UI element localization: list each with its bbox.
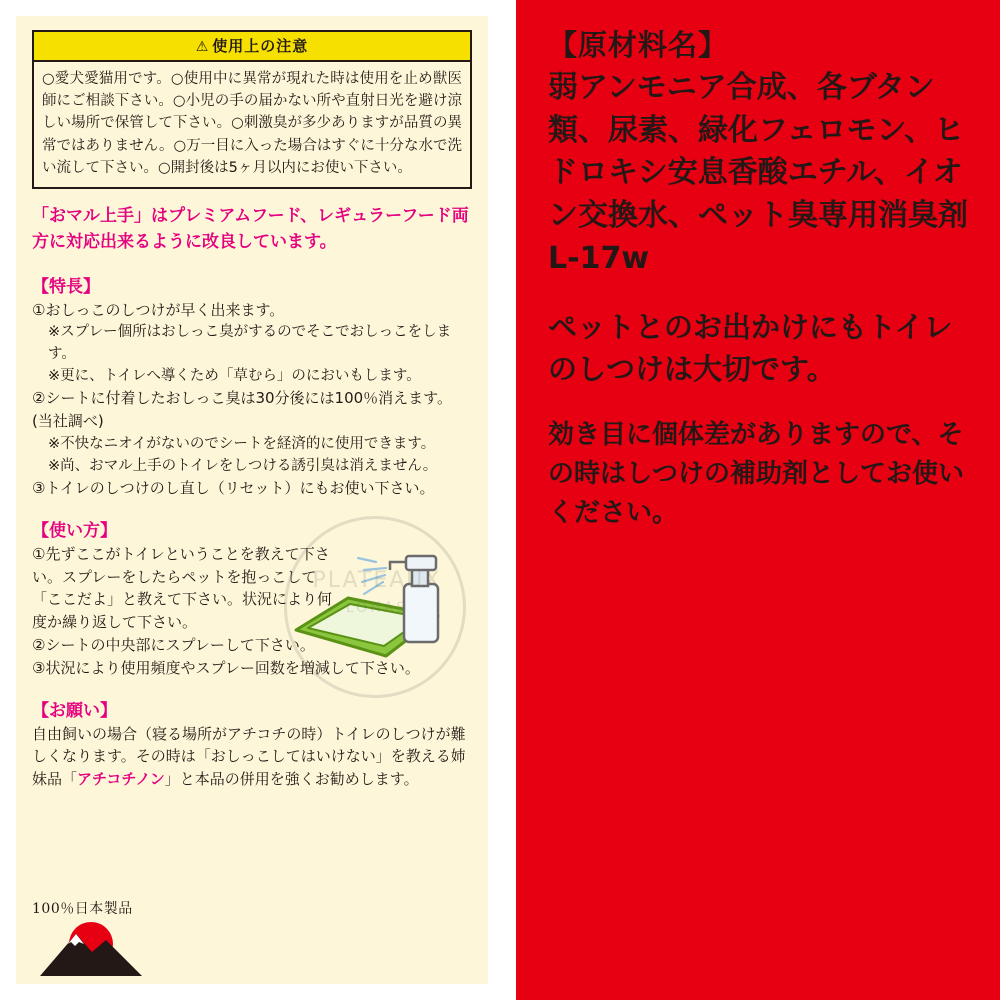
usage-heading: 【使い方】 <box>32 520 117 541</box>
usage-line: ①先ずここがトイレということを教えて下さい。スプレーをしたらペットを抱っこして「ここだよ」と教えて下さい。状況により何度か繰り返して下さい。 <box>32 544 333 632</box>
request-text-after: 」と本品の併用を強くお勧めします。 <box>164 770 419 789</box>
effectiveness-note: 効き目に個体差がありますので、その時はしつけの補助剤としてお使いください。 <box>548 420 965 529</box>
caution-body-text: ○愛犬愛猫用です。○使用中に異常が現れた時は使用を止め獣医師にご相談下さい。○小児の手の届かない所や直射日光を避け涼しい場所で保管して下さい。○刺激臭が多少ありますが品質の異常ではありません。○万一目に入った場合はすぐに十分な水で洗い流して下さい。○開封後は5ヶ月以内にお使い下さい。 <box>42 71 462 176</box>
ingredients-heading: 【原材料名】 <box>548 28 729 62</box>
made-in-japan-badge <box>32 898 162 980</box>
features-line: ※スプレー個所はおしっこ臭がするのでそこでおしっこをします。 <box>48 324 452 363</box>
request-heading: 【お願い】 <box>32 700 117 721</box>
lead-paragraph: 「おマル上手」はプレミアムフード、レギュラーフード両方に対応出来るように改良しています。 <box>32 205 469 253</box>
ingredients-body: 弱アンモニア合成、各ブタン類、尿素、緑化フェロモン、ヒドロキシ安息香酸エチル、イオン交換水、ペット臭専用消臭剤 L-17w <box>548 70 968 276</box>
features-section <box>32 272 472 500</box>
features-line: ※尚、おマル上手のトイレをしつける誘引臭は消えません。 <box>48 458 438 475</box>
spray-bottle-on-pet-sheet-illustration <box>286 544 476 674</box>
caution-title-label: 使用上の注意 <box>212 37 309 55</box>
mount-fuji-sunrise-icon <box>32 920 150 976</box>
right-ingredients-panel <box>516 0 1000 1000</box>
watermark-line-1: PLATEAUX <box>312 568 442 593</box>
features-line: ①おしっこのしつけが早く出来ます。 <box>32 300 285 319</box>
left-information-panel <box>16 16 488 984</box>
caution-box <box>32 30 472 189</box>
made-in-japan-label: 100％日本製品 <box>32 901 133 917</box>
caution-title <box>34 32 470 62</box>
features-line: ※更に、トイレへ導くため「草むら」のにおいもします。 <box>48 368 421 385</box>
features-line: ②シートに付着したおしっこ臭は30分後には100％消えます。(当社調べ) <box>32 389 452 431</box>
request-text <box>32 723 472 791</box>
usage-line: ③状況により使用頻度やスプレー回数を増減して下さい。 <box>32 658 420 677</box>
usage-section <box>32 516 472 680</box>
sister-product-name: アチコチノン <box>77 770 165 789</box>
usage-line: ②シートの中央部にスプレーして下さい。 <box>32 636 315 655</box>
features-line: ③トイレのしつけのし直し（リセット）にもお使い下さい。 <box>32 479 435 498</box>
outing-note: ペットとのお出かけにもトイレのしつけは大切です。 <box>548 310 953 387</box>
request-section <box>32 696 472 791</box>
warning-triangle-icon: ⚠ <box>195 39 210 55</box>
request-text-before: 自由飼いの場合（寝る場所がアチコチの時）トイレのしつけが難しくなります。その時は「おしっこしてはいけない」を教える姉妹品「 <box>32 724 466 789</box>
features-heading: 【特長】 <box>32 276 100 297</box>
features-line: ※不快なニオイがないのでシートを経済的に使用できます。 <box>48 436 436 453</box>
